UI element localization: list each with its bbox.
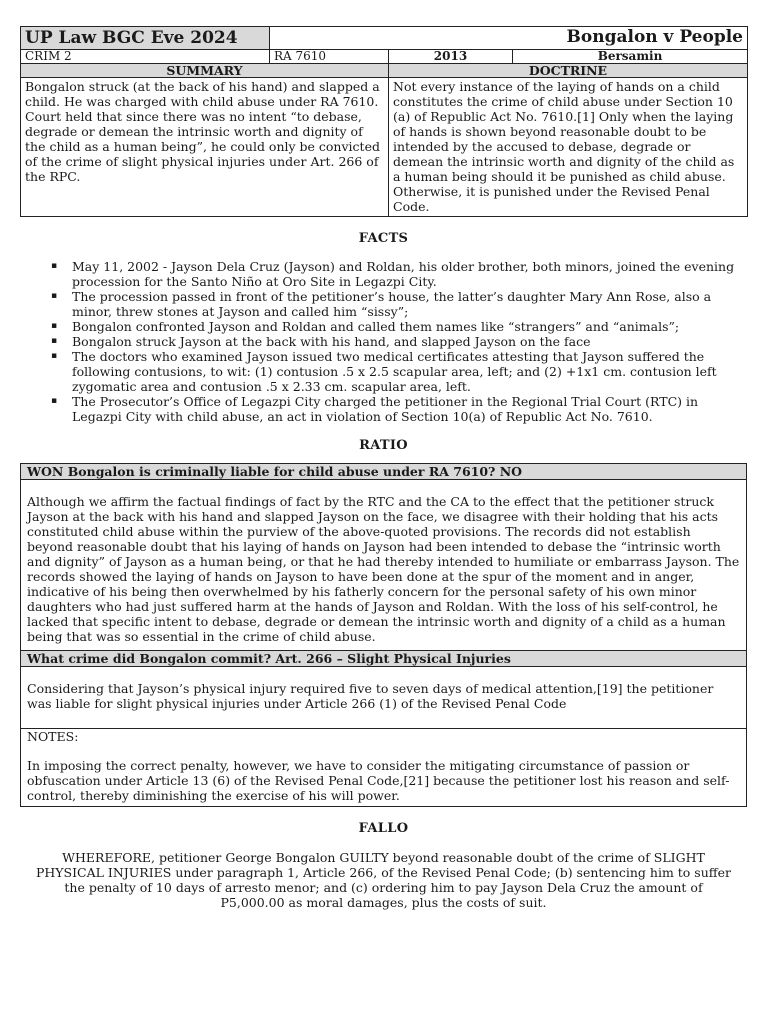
ratio-box	[20, 463, 747, 807]
issue-1-answer: Although we affirm the factual findings of fact by the RTC and the CA to the effect that the petitioner struck Jayson at the back with his hand and slapped Jayson on the face, we disagree with their holding that his acts constituted child abuse within the purview of the above-quoted provisions. The records did not establish beyond reasonable doubt that his laying of hands on Jayson had been intended to debase the “intrinsic worth and dignity” of Jayson as a human being, or that he had thereby intended to humiliate or embarrass Jayson. The records showed the laying of hands on Jayson to have been done at the spur of the moment and in anger, indicative of his being then overwhelmed by his fatherly concern for the personal safety of his own minor daughters who had just suffered harm at the hands of Jayson and Roldan. With the loss of his self-control, he lacked that specific intent to debase, degrade or demean the intrinsic worth and dignity of a child as a human being that was so essential in the crime of child abuse.	[27, 494, 740, 644]
year-cell: 2013	[389, 50, 513, 64]
facts-list	[20, 259, 747, 424]
notes-text: In imposing the correct penalty, however, we have to consider the mitigating circumstance of passion or obfuscation under Article 13 (6) of the Revised Penal Code,[21] because the petitioner lost his reason and self-control, thereby diminishing the exercise of his will power.	[27, 758, 730, 803]
bullet-icon: ▪	[51, 261, 58, 271]
fact-item: ▪ May 11, 2002 - Jayson Dela Cruz (Jayson) and Roldan, his older brother, both minors, joined the evening procession for the Santo Niño at Oro Site in Legazpi City.	[51, 259, 735, 289]
issue-2-heading: What crime did Bongalon commit? Art. 266 – Slight Physical Injuries	[21, 650, 746, 667]
notes-label: NOTES:	[27, 729, 79, 744]
issue-2-answer: Considering that Jayson’s physical injury required five to seven days of medical attention,[19] the petitioner was liable for slight physical injuries under Article 266 (1) of the Revised Penal Code	[21, 667, 746, 729]
fallo-heading: FALLO	[358, 821, 409, 836]
bullet-icon: ▪	[51, 291, 58, 301]
ratio-heading: RATIO	[359, 438, 408, 453]
doctrine-heading: DOCTRINE	[389, 64, 748, 78]
facts-heading: FACTS	[358, 231, 409, 246]
case-name: Bongalon v People	[270, 27, 748, 50]
ponente-cell: Bersamin	[513, 50, 748, 64]
summary-text: Bongalon struck (at the back of his hand) and slapped a child. He was charged with child abuse under RA 7610. Court held that since there was no intent “to debase, degrade or demean the intrinsic worth and dignity of the child as a human being”, he could only be convicted of the crime of slight physical injuries under Art. 266 of the RPC.	[21, 78, 389, 217]
summary-heading: SUMMARY	[21, 64, 389, 78]
issue-1-heading: WON Bongalon is criminally liable for child abuse under RA 7610? NO	[21, 464, 746, 480]
law-cell: RA 7610	[270, 50, 389, 64]
subject-cell: CRIM 2	[21, 50, 270, 64]
bullet-icon: ▪	[51, 351, 58, 361]
fallo-text: WHEREFORE, petitioner George Bongalon GUILTY beyond reasonable doubt of the crime of SLIGHT PHYSICAL INJURIES under paragraph 1, Article 266, of the Revised Penal Code; (b) sentencing him to suffer the penalty of 10 days of arresto menor; and (c) ordering him to pay Jayson Dela Cruz the amount of P5,000.00 as moral damages, plus the costs of suit.	[35, 850, 732, 910]
doctrine-text: Not every instance of the laying of hands on a child constitutes the crime of child abuse under Section 10 (a) of Republic Act No. 7610.[1] Only when the laying of hands is shown beyond reasonable doubt to be intended by the accused to debase, degrade or demean the intrinsic worth and dignity of the child as a human being should it be punished as child abuse. Otherwise, it is punished under the Revised Penal Code.	[389, 78, 748, 217]
fact-item: ▪ The Prosecutor’s Office of Legazpi City charged the petitioner in the Regional Trial Court (RTC) in Legazpi City with child abuse, an act in violation of Section 10(a) of Republic Act No. 7610.	[51, 394, 699, 424]
bullet-icon: ▪	[51, 336, 58, 346]
bullet-icon: ▪	[51, 396, 58, 406]
fact-item: ▪ Bongalon struck Jayson at the back with his hand, and slapped Jayson on the face	[51, 334, 591, 349]
bullet-icon: ▪	[51, 321, 58, 331]
fact-item: ▪ The procession passed in front of the petitioner’s house, the latter’s daughter Mary Ann Rose, also a minor, threw stones at Jayson and called him “sissy”;	[51, 289, 712, 319]
course-title: UP Law BGC Eve 2024	[21, 27, 270, 50]
fact-item: ▪ Bongalon confronted Jayson and Roldan and called them names like “strangers” and “animals”;	[51, 319, 680, 334]
case-digest-page	[20, 26, 747, 910]
case-header-table	[20, 26, 748, 217]
fact-item: ▪ The doctors who examined Jayson issued two medical certificates attesting that Jayson suffered the following contusions, to wit: (1) contusion .5 x 2.5 scapular area, left; and (2) +1x1 cm. contusion left zygomatic area and contusion .5 x 2.33 cm. scapular area, left.	[51, 349, 717, 394]
